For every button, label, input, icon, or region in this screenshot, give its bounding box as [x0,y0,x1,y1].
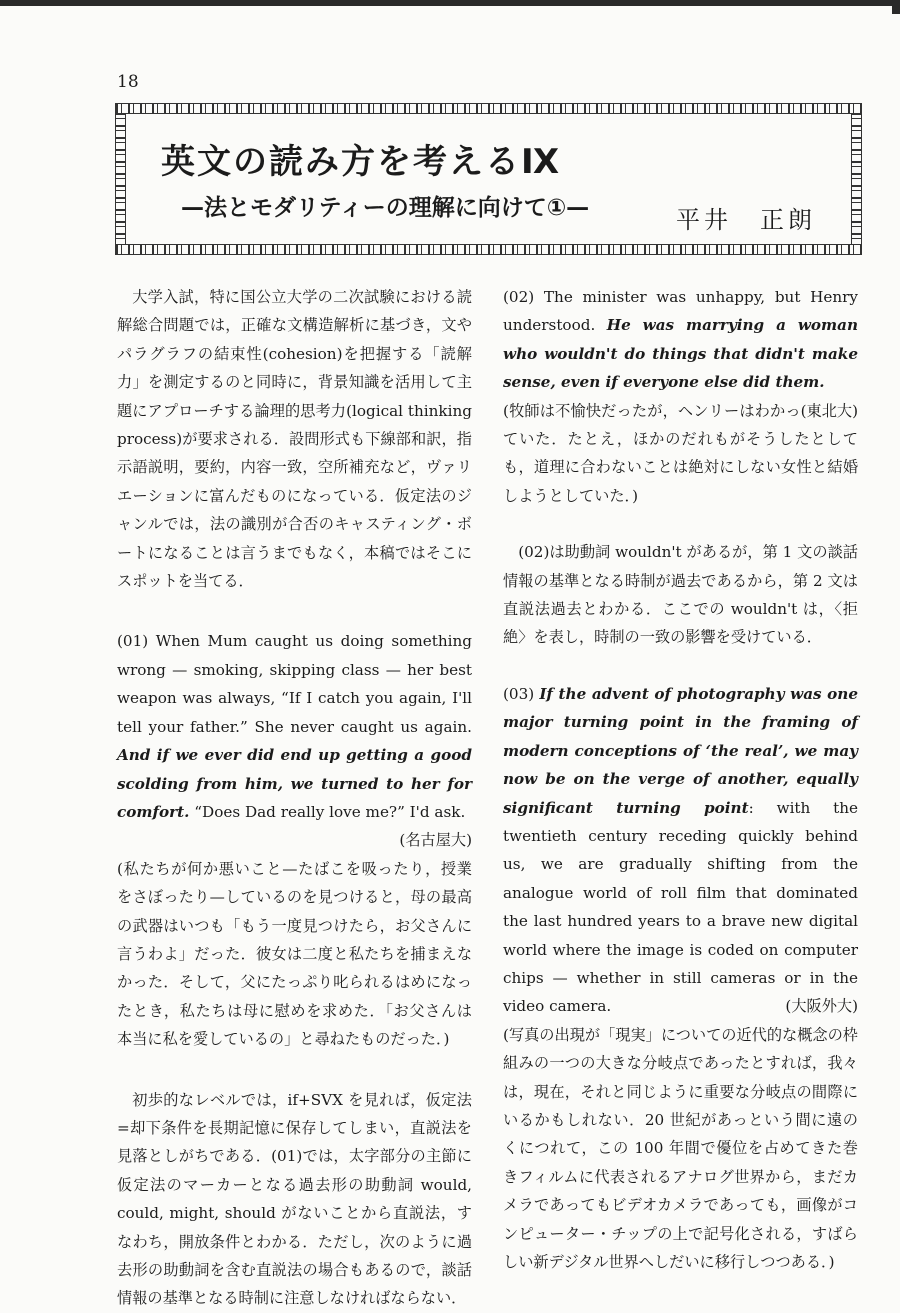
top-rule [0,0,900,6]
example-text: : with the twentieth century receding quickly behind us, we are gradually shifting from the analogue world of roll film that dominated the last hundred years to a brave new digital world where the image is coded on computer chips — whether in still cameras or in the video camera. [503,798,859,1016]
commentary-paragraph: 初歩的なレベルでは，if+SVX を見れば，仮定法=却下条件を長期記憶に保存してしまい，直説法を見落としがちである．(01)では，太字部分の主節に仮定法のマーカーとなる過去形の助動詞 would, could, might, should がないことから直説法，すなわち，開放条件とわかる．ただし，次のように過去形の助動詞を含む直説法の場合もあるので，談話情報の基準となる時制に注意しなければならない． [117,1090,472,1308]
example-03-translation: (写真の出現が「現実」についての近代的な概念の枠組みの一つの大きな分岐点であったとすれば，我々は，現在，それと同じように重要な分岐点の間際にいるかもしれない．20 世紀があっという間に遠のくにつれて，この 100 年間で優位を占めてきた巻きフィルムに代表されるアナログ世界から，まだカメラであってもビデオカメラであっても，画像がコンピューター・チップの上で記号化される，すばらしい新デジタル世界へしだいに移行しつつある．) [503,1025,858,1271]
example-source: (東北大) [800,401,858,420]
example-source: (名古屋大) [399,831,472,850]
example-02 [503,283,859,420]
example-text: The minister was unhappy, but Henry understood. [503,288,859,335]
article-title: 英文の読み方を考えるⅨ [161,142,562,182]
example-01-translation: (私たちが何か悪いこと—たばこを吸ったり，授業をさぼったり—しているのを見つけると，母の最高の武器はいつも「もう一度見つけたら，お父さんに言うわよ」だった．彼女は二度と私たちを捕まえなかった．そして，父にたっぷり叱られるはめになったとき，私たちは母に慰めを求めた．「お父さんは本当に私を愛しているの」と尋ねたものだった．) [117,859,472,1049]
example-emphasis: He was marrying a woman who wouldn't do things that didn't make sense, even if everyone else did them. [503,316,858,392]
page-number: 18 [117,72,139,92]
border-pattern-bottom [116,244,861,254]
article-subtitle: —法とモダリティーの理解に向けて①— [181,195,590,221]
example-text: “Does Dad really love me?” I'd ask. [189,802,466,821]
title-box [115,103,862,255]
example-emphasis: If the advent of photography was one major turning point in the framing of modern conceptions of ‘the real’, we may now be on the verge of another, equally significant turning point [503,684,859,817]
top-rule-end [892,0,900,14]
intro-paragraph: 大学入試，特に国公立大学の二次試験における読解総合問題では，正確な文構造解析に基づき，文やパラグラフの結束性(cohesion)を把握する「読解力」を測定するのと同時に，背景知識を活用して主題にアプローチする論理的思考力(logical thinking process)が要求される．設問形式も下線部和訳，指示語説明，要約，内容一致，空所補充など，ヴァリエーションに富んだものになっている．仮定法のジャンルでは，法の識別が合否のキャスティング・ボートになることは言うまでもなく，本稿ではそこにスポットを当てる． [117,288,472,591]
border-pattern-right [851,113,861,245]
example-number: (02) [503,288,535,306]
border-pattern-top [116,104,861,114]
example-number: (03) [503,684,535,703]
example-source: (大阪外大) [785,997,858,1016]
example-02-translation: (牧師は不愉快だったが，ヘンリーはわかっていた．たとえ，ほかのだれもがそうしたとしても，道理に合わないことは絶対にしない女性と結婚しようとしていた．) [503,401,858,505]
example-number: (01) [117,632,149,651]
border-pattern-left [116,113,126,245]
right-column [503,283,858,1276]
author-name: 平井 正朗 [676,206,816,234]
example-emphasis: And if we ever did end up getting a good scolding from him, we turned to her for comfort. [117,746,472,821]
example-01 [117,627,472,854]
example-03 [503,680,858,1021]
left-column [117,283,472,1313]
example-text: When Mum caught us doing something wrong — smoking, skipping class — her best weapon was always, “If I catch you again, I'll tell your father.” She never caught us again. [117,632,473,736]
commentary-02-paragraph: (02)は助動詞 wouldn't があるが，第 1 文の談話情報の基準となる時制が過去であるから，第 2 文は直説法過去とわかる．ここでの wouldn't は，〈拒絶〉を表し，時制の一致の影響を受けている． [503,543,858,647]
